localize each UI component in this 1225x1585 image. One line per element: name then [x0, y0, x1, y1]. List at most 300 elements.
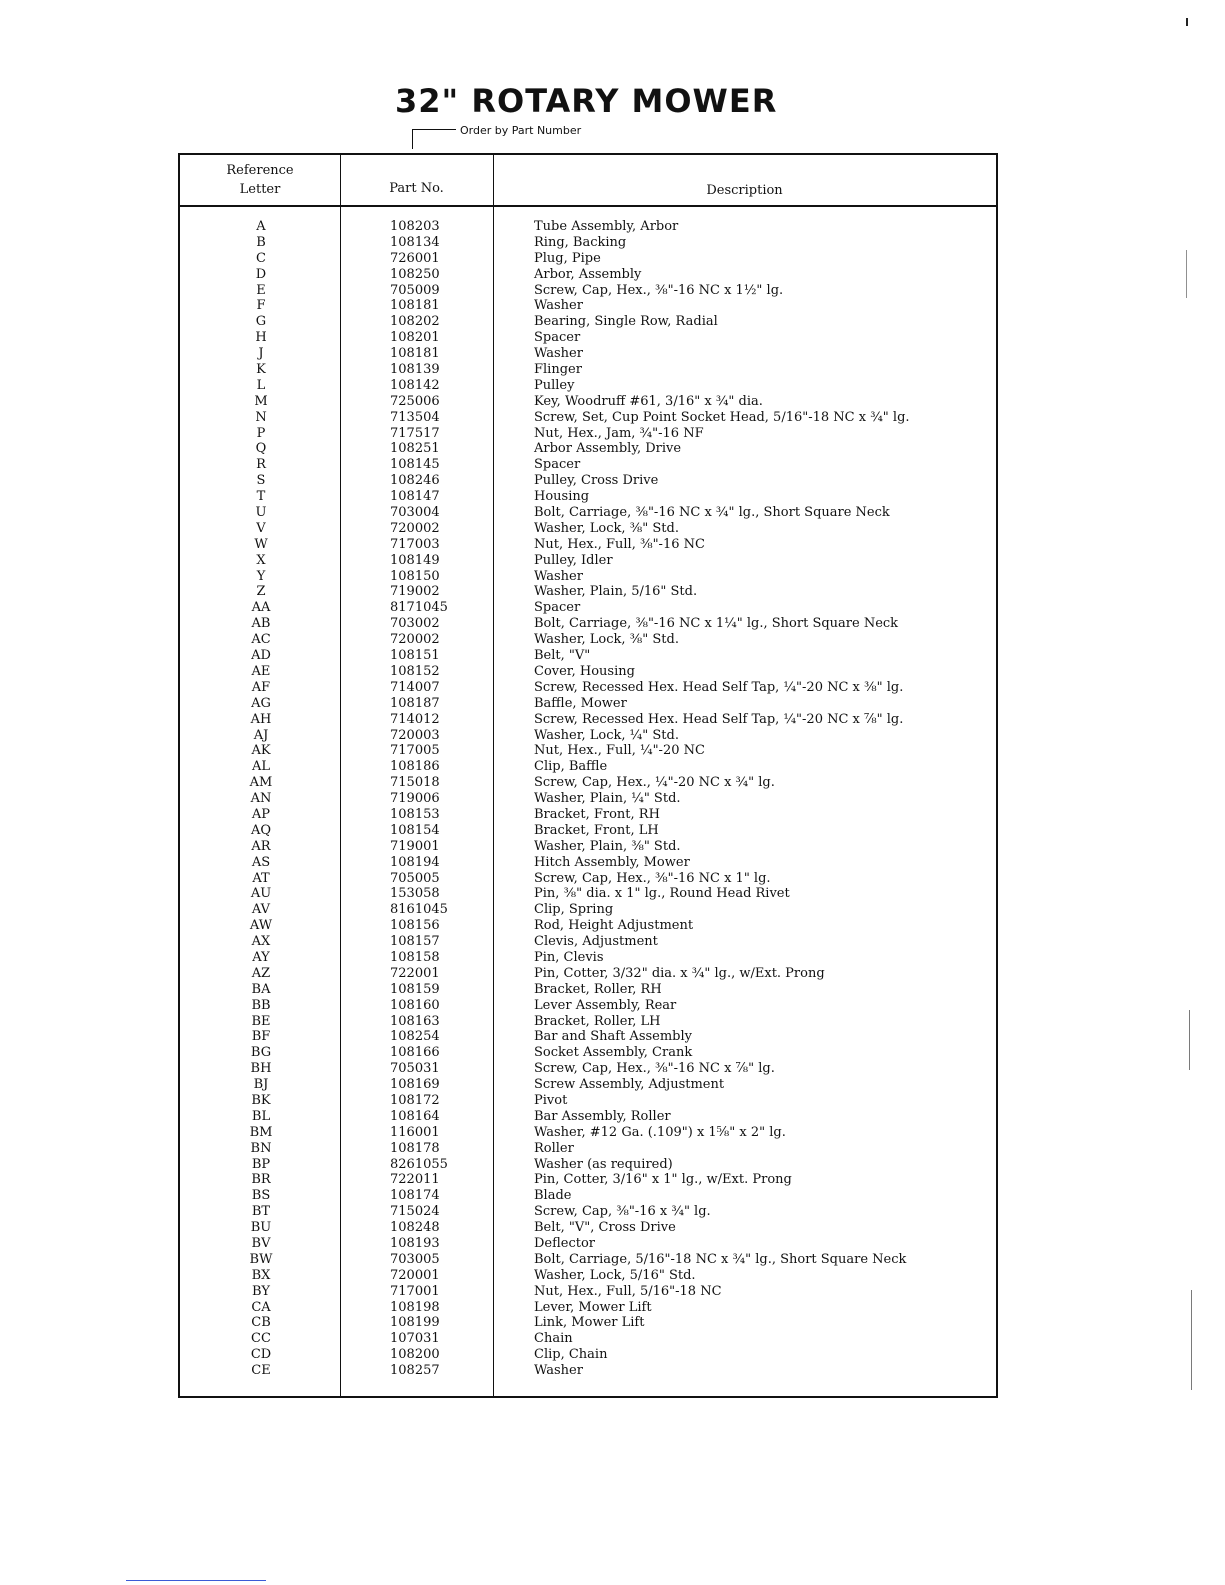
reference-letter-cell: CD — [250, 1347, 272, 1363]
table-row — [180, 712, 996, 728]
reference-letter-cell: BJ — [253, 1077, 269, 1093]
reference-letter-cell: AT — [252, 870, 270, 886]
table-row — [180, 267, 996, 283]
reference-letter-cell: J — [258, 346, 264, 362]
table-row — [180, 1331, 996, 1347]
table-row — [180, 982, 996, 998]
part-number-cell: 108159 — [390, 981, 440, 997]
table-row — [180, 1188, 996, 1204]
reference-letter-cell: BW — [249, 1251, 273, 1267]
reference-letter-cell: BU — [250, 1220, 272, 1236]
reference-letter-cell: BK — [251, 1092, 271, 1108]
table-row — [180, 966, 996, 982]
description-cell: Rod, Height Adjustment — [534, 918, 694, 934]
part-number-cell: 108251 — [390, 441, 440, 457]
reference-letter-cell: AW — [249, 918, 273, 934]
reference-letter-cell: AR — [251, 838, 271, 854]
reference-letter-cell: CB — [251, 1315, 271, 1331]
reference-letter-cell: BR — [251, 1172, 271, 1188]
description-cell: Screw, Cap, Hex., ⅜"-16 NC x ⅞" lg. — [534, 1061, 775, 1077]
reference-letter-cell: AH — [250, 711, 272, 727]
table-row — [180, 1204, 996, 1220]
part-number-cell: 703002 — [390, 616, 440, 632]
part-number-cell: 719006 — [390, 791, 440, 807]
description-cell: Bolt, Carriage, ⅜"-16 NC x ¾" lg., Short Square Neck — [534, 505, 890, 521]
order-note — [410, 124, 630, 150]
part-number-cell: 714007 — [390, 679, 440, 695]
description-cell: Bolt, Carriage, ⅜"-16 NC x 1¼" lg., Short Square Neck — [534, 616, 899, 632]
table-row — [180, 314, 996, 330]
reference-letter-cell: AE — [251, 663, 271, 679]
description-cell: Bracket, Front, LH — [534, 822, 659, 838]
table-row — [180, 235, 996, 251]
table-row — [180, 537, 996, 553]
table-row — [180, 473, 996, 489]
description-cell: Screw, Cap, Hex., ⅜"-16 NC x 1½" lg. — [534, 282, 784, 298]
description-cell: Spacer — [534, 600, 581, 616]
part-number-cell: 108257 — [390, 1363, 440, 1379]
table-row — [180, 441, 996, 457]
part-number-cell: 108139 — [390, 362, 440, 378]
part-number-cell: 108178 — [390, 1140, 440, 1156]
table-row — [180, 680, 996, 696]
part-number-cell: 722011 — [390, 1172, 440, 1188]
reference-letter-cell: T — [256, 489, 266, 505]
reference-letter-cell: BE — [251, 1013, 271, 1029]
part-number-cell: 717005 — [390, 743, 440, 759]
part-number-cell: 108152 — [390, 663, 440, 679]
reference-letter-cell: BX — [251, 1267, 271, 1283]
description-cell: Pin, Cotter, 3/16" x 1" lg., w/Ext. Prong — [534, 1172, 792, 1188]
description-cell: Spacer — [534, 457, 581, 473]
reference-letter-cell: BV — [251, 1236, 271, 1251]
part-number-cell: 720001 — [390, 1267, 440, 1283]
part-number-cell: 719002 — [390, 584, 440, 600]
description-cell: Roller — [534, 1140, 574, 1156]
table-row — [180, 362, 996, 378]
part-number-cell: 8261055 — [390, 1156, 448, 1172]
part-number-cell: 726001 — [390, 250, 440, 266]
table-row — [180, 1300, 996, 1316]
part-number-cell: 108149 — [390, 552, 440, 568]
table-row — [180, 807, 996, 823]
table-row — [180, 1093, 996, 1109]
part-number-cell: 705009 — [390, 282, 440, 298]
reference-letter-cell: AX — [251, 934, 271, 950]
reference-letter-cell: AN — [250, 791, 272, 807]
description-cell: Bearing, Single Row, Radial — [534, 314, 718, 330]
table-row — [180, 1109, 996, 1125]
table-row — [180, 855, 996, 871]
reference-letter-cell: AU — [250, 886, 272, 902]
description-cell: Housing — [534, 489, 590, 505]
reference-letter-cell: AQ — [250, 822, 272, 838]
table-row — [180, 1141, 996, 1157]
reference-letter-cell: BM — [249, 1124, 273, 1140]
part-number-cell: 108166 — [390, 1045, 440, 1061]
header-description: Description — [706, 183, 783, 198]
reference-letter-cell: AP — [251, 806, 271, 822]
description-cell: Washer, Lock, ⅜" Std. — [534, 520, 679, 536]
description-cell: Key, Woodruff #61, 3/16" x ¾" dia. — [534, 393, 763, 409]
description-cell: Tube Assembly, Arbor — [534, 219, 679, 234]
table-row — [180, 394, 996, 410]
part-number-cell: 717003 — [390, 536, 440, 552]
description-cell: Screw, Cap, ⅜"-16 x ¾" lg. — [534, 1204, 711, 1220]
parts-table — [178, 153, 998, 1398]
reference-letter-cell: BS — [251, 1188, 271, 1204]
part-number-cell: 703005 — [390, 1251, 440, 1267]
table-row — [180, 251, 996, 267]
description-cell: Bar and Shaft Assembly — [534, 1029, 692, 1045]
reference-letter-cell: AG — [251, 695, 271, 711]
description-cell: Pivot — [534, 1092, 568, 1108]
scan-speck — [1186, 18, 1188, 26]
reference-letter-cell: H — [255, 330, 267, 346]
part-number-cell: 725006 — [390, 393, 440, 409]
table-row — [180, 1252, 996, 1268]
table-row — [180, 584, 996, 600]
table-body — [180, 219, 996, 1379]
description-cell: Washer, #12 Ga. (.109") x 1⅝" x 2" lg. — [534, 1124, 786, 1140]
table-row — [180, 1347, 996, 1363]
table-row — [180, 1315, 996, 1331]
reference-letter-cell: CC — [251, 1331, 271, 1347]
reference-letter-cell: N — [255, 409, 267, 425]
description-cell: Spacer — [534, 330, 581, 346]
description-cell: Screw, Recessed Hex. Head Self Tap, ¼"-20 NC x ⅜" lg. — [534, 679, 904, 695]
reference-letter-cell: AV — [251, 902, 271, 918]
table-row — [180, 1045, 996, 1061]
description-cell: Clip, Chain — [534, 1347, 608, 1363]
table-row — [180, 330, 996, 346]
part-number-cell: 108181 — [390, 298, 440, 314]
table-row — [180, 743, 996, 759]
reference-letter-cell: AC — [251, 632, 271, 648]
description-cell: Baffle, Mower — [534, 695, 627, 711]
header-reference-line1: Reference — [226, 163, 294, 178]
reference-letter-cell: BH — [250, 1061, 272, 1077]
description-cell: Clip, Spring — [534, 902, 614, 918]
description-cell: Bar Assembly, Roller — [534, 1108, 671, 1124]
part-number-cell: 108147 — [390, 489, 440, 505]
part-number-cell: 703004 — [390, 505, 440, 521]
description-cell: Screw, Cap, Hex., ⅜"-16 NC x 1" lg. — [534, 870, 771, 886]
table-row — [180, 521, 996, 537]
part-number-cell: 108202 — [390, 314, 440, 330]
description-cell: Lever, Mower Lift — [534, 1299, 652, 1315]
reference-letter-cell: X — [256, 552, 266, 568]
table-row — [180, 346, 996, 362]
reference-letter-cell: BN — [250, 1140, 272, 1156]
part-number-cell: 715024 — [390, 1204, 440, 1220]
table-row — [180, 839, 996, 855]
description-cell: Cover, Housing — [534, 663, 635, 679]
reference-letter-cell: BF — [251, 1029, 271, 1045]
reference-letter-cell: Y — [256, 568, 266, 584]
reference-letter-cell: G — [255, 314, 267, 330]
reference-letter-cell: AM — [249, 775, 273, 791]
table-row — [180, 664, 996, 680]
table-row — [180, 934, 996, 950]
table-row — [180, 298, 996, 314]
order-note-text: Order by Part Number — [460, 124, 582, 137]
table-row — [180, 283, 996, 299]
description-cell: Washer — [534, 346, 583, 362]
part-number-cell: 720002 — [390, 632, 440, 648]
reference-letter-cell: AF — [251, 679, 271, 695]
part-number-cell: 108174 — [390, 1188, 440, 1204]
part-number-cell: 714012 — [390, 711, 440, 727]
reference-letter-cell: AS — [251, 854, 271, 870]
table-row — [180, 775, 996, 791]
description-cell: Washer, Plain, ⅜" Std. — [534, 838, 681, 854]
table-row — [180, 1236, 996, 1252]
description-cell: Pulley, Idler — [534, 552, 613, 568]
scan-streak — [1186, 250, 1187, 298]
table-row — [180, 600, 996, 616]
description-cell: Link, Mower Lift — [534, 1315, 645, 1331]
table-row — [180, 648, 996, 664]
table-row — [180, 950, 996, 966]
description-cell: Belt, "V" — [534, 648, 591, 664]
reference-letter-cell: AZ — [251, 965, 271, 981]
reference-letter-cell: BY — [252, 1283, 270, 1299]
part-number-cell: 715018 — [390, 775, 440, 791]
table-row — [180, 632, 996, 648]
part-number-cell: 108186 — [390, 759, 440, 775]
part-number-cell: 116001 — [390, 1124, 440, 1140]
description-cell: Screw, Set, Cup Point Socket Head, 5/16"-18 NC x ¾" lg. — [534, 409, 910, 425]
reference-letter-cell: AY — [252, 949, 270, 965]
description-cell: Pulley, Cross Drive — [534, 473, 659, 489]
description-cell: Nut, Hex., Full, ⅜"-16 NC — [534, 536, 705, 552]
table-row — [180, 616, 996, 632]
description-cell: Bracket, Roller, RH — [534, 981, 662, 997]
part-number-cell: 108156 — [390, 918, 440, 934]
reference-letter-cell: A — [256, 219, 266, 234]
part-number-cell: 108187 — [390, 695, 440, 711]
description-cell: Arbor Assembly, Drive — [534, 441, 682, 457]
description-cell: Washer, Lock, ⅜" Std. — [534, 632, 679, 648]
reference-letter-cell: BP — [251, 1156, 271, 1172]
part-number-cell: 717517 — [390, 425, 440, 441]
part-number-cell: 108199 — [390, 1315, 440, 1331]
description-cell: Lever Assembly, Rear — [534, 997, 677, 1013]
reference-letter-cell: AL — [251, 759, 271, 775]
part-number-cell: 705005 — [390, 870, 440, 886]
description-cell: Ring, Backing — [534, 234, 627, 250]
description-cell: Bolt, Carriage, 5/16"-18 NC x ¾" lg., Short Square Neck — [534, 1251, 907, 1267]
scan-underline — [126, 1580, 266, 1581]
reference-letter-cell: BL — [251, 1108, 271, 1124]
part-number-cell: 705031 — [390, 1061, 440, 1077]
reference-letter-cell: L — [256, 377, 266, 393]
reference-letter-cell: M — [254, 393, 268, 409]
table-row — [180, 1363, 996, 1379]
reference-letter-cell: Q — [255, 441, 267, 457]
reference-letter-cell: BT — [251, 1204, 271, 1220]
table-row — [180, 1125, 996, 1141]
description-cell: Washer — [534, 1363, 583, 1379]
part-number-cell: 108134 — [390, 234, 440, 250]
reference-letter-cell: K — [256, 362, 266, 378]
description-cell: Flinger — [534, 362, 582, 378]
description-cell: Nut, Hex., Full, ¼"-20 NC — [534, 743, 705, 759]
description-cell: Belt, "V", Cross Drive — [534, 1220, 676, 1236]
table-row — [180, 410, 996, 426]
reference-letter-cell: S — [256, 473, 266, 489]
reference-letter-cell: AK — [251, 743, 271, 759]
part-number-cell: 720003 — [390, 727, 440, 743]
table-row — [180, 886, 996, 902]
part-number-cell: 107031 — [390, 1331, 440, 1347]
part-number-cell: 108157 — [390, 934, 440, 950]
part-number-cell: 108150 — [390, 568, 440, 584]
header-reference-line2: Letter — [239, 182, 281, 197]
part-number-cell: 108153 — [390, 806, 440, 822]
description-cell: Chain — [534, 1331, 573, 1347]
table-row — [180, 1061, 996, 1077]
reference-letter-cell: C — [256, 250, 266, 266]
table-row — [180, 759, 996, 775]
description-cell: Bracket, Roller, LH — [534, 1013, 661, 1029]
description-cell: Nut, Hex., Jam, ¾"-16 NF — [534, 425, 704, 441]
part-number-cell: 108154 — [390, 822, 440, 838]
reference-letter-cell: W — [254, 536, 268, 552]
reference-letter-cell: U — [255, 505, 267, 521]
description-cell: Plug, Pipe — [534, 250, 601, 266]
part-number-cell: 108142 — [390, 377, 440, 393]
reference-letter-cell: E — [256, 282, 266, 298]
table-row — [180, 569, 996, 585]
reference-letter-cell: F — [256, 298, 266, 314]
header-reference-letter — [180, 161, 340, 199]
part-number-cell: 108201 — [390, 330, 440, 346]
table-row — [180, 791, 996, 807]
scan-streak — [1191, 1290, 1192, 1390]
description-cell: Washer — [534, 568, 583, 584]
description-cell: Washer, Plain, 5/16" Std. — [534, 584, 698, 600]
description-cell: Washer — [534, 298, 583, 314]
part-number-cell: 108172 — [390, 1092, 440, 1108]
table-row — [180, 1077, 996, 1093]
description-cell: Arbor, Assembly — [534, 266, 642, 282]
part-number-cell: 108198 — [390, 1299, 440, 1315]
description-cell: Screw, Recessed Hex. Head Self Tap, ¼"-20 NC x ⅞" lg. — [534, 711, 904, 727]
table-row — [180, 489, 996, 505]
table-row — [180, 1014, 996, 1030]
page-title: 32" ROTARY MOWER — [395, 82, 778, 120]
description-cell: Socket Assembly, Crank — [534, 1045, 693, 1061]
reference-letter-cell: D — [255, 266, 267, 282]
table-row — [180, 902, 996, 918]
description-cell: Deflector — [534, 1236, 596, 1251]
part-number-cell: 108246 — [390, 473, 440, 489]
description-cell: Blade — [534, 1188, 572, 1204]
part-number-cell: 108145 — [390, 457, 440, 473]
part-number-cell: 108194 — [390, 854, 440, 870]
header-part-no: Part No. — [389, 181, 444, 196]
table-row — [180, 1220, 996, 1236]
description-cell: Pin, ⅜" dia. x 1" lg., Round Head Rivet — [534, 886, 790, 902]
description-cell: Washer, Lock, 5/16" Std. — [534, 1267, 696, 1283]
description-cell: Nut, Hex., Full, 5/16"-18 NC — [534, 1283, 722, 1299]
reference-letter-cell: CE — [251, 1363, 271, 1379]
table-row — [180, 1172, 996, 1188]
table-row — [180, 998, 996, 1014]
table-row — [180, 1284, 996, 1300]
reference-letter-cell: Z — [256, 584, 266, 600]
reference-letter-cell: AD — [251, 648, 271, 664]
reference-letter-cell: CA — [251, 1299, 271, 1315]
part-number-cell: 108203 — [390, 219, 440, 234]
table-row — [180, 457, 996, 473]
table-row — [180, 1268, 996, 1284]
part-number-cell: 719001 — [390, 838, 440, 854]
scan-streak — [1189, 1010, 1190, 1070]
reference-letter-cell: B — [256, 234, 266, 250]
table-row — [180, 219, 996, 235]
description-cell: Clip, Baffle — [534, 759, 608, 775]
reference-letter-cell: AJ — [253, 727, 269, 743]
part-number-cell: 108163 — [390, 1013, 440, 1029]
part-number-cell: 720002 — [390, 520, 440, 536]
header-divider — [180, 205, 996, 207]
part-number-cell: 713504 — [390, 409, 440, 425]
table-row — [180, 505, 996, 521]
part-number-cell: 108200 — [390, 1347, 440, 1363]
part-number-cell: 8171045 — [390, 600, 448, 616]
description-cell: Screw, Cap, Hex., ¼"-20 NC x ¾" lg. — [534, 775, 775, 791]
table-row — [180, 918, 996, 934]
part-number-cell: 108164 — [390, 1108, 440, 1124]
table-row — [180, 426, 996, 442]
reference-letter-cell: AB — [251, 616, 271, 632]
table-row — [180, 553, 996, 569]
table-row — [180, 823, 996, 839]
description-cell: Clevis, Adjustment — [534, 934, 658, 950]
part-number-cell: 108151 — [390, 648, 440, 664]
part-number-cell: 108158 — [390, 949, 440, 965]
description-cell: Screw Assembly, Adjustment — [534, 1077, 725, 1093]
part-number-cell: 722001 — [390, 965, 440, 981]
description-cell: Hitch Assembly, Mower — [534, 854, 690, 870]
description-cell: Pulley — [534, 377, 575, 393]
reference-letter-cell: P — [256, 425, 266, 441]
part-number-cell: 108160 — [390, 997, 440, 1013]
reference-letter-cell: BA — [251, 981, 271, 997]
table-row — [180, 1157, 996, 1173]
table-row — [180, 378, 996, 394]
table-row — [180, 871, 996, 887]
reference-letter-cell: BG — [250, 1045, 272, 1061]
reference-letter-cell: AA — [251, 600, 271, 616]
table-row — [180, 696, 996, 712]
part-number-cell: 717001 — [390, 1283, 440, 1299]
description-cell: Pin, Cotter, 3/32" dia. x ¾" lg., w/Ext. Prong — [534, 965, 825, 981]
part-number-cell: 108254 — [390, 1029, 440, 1045]
part-number-cell: 108193 — [390, 1236, 440, 1251]
table-row — [180, 1029, 996, 1045]
description-cell: Pin, Clevis — [534, 949, 604, 965]
part-number-cell: 8161045 — [390, 902, 448, 918]
description-cell: Bracket, Front, RH — [534, 806, 660, 822]
part-number-cell: 108181 — [390, 346, 440, 362]
reference-letter-cell: BB — [251, 997, 271, 1013]
order-note-bracket — [412, 129, 456, 130]
order-note-arrow — [412, 129, 413, 149]
